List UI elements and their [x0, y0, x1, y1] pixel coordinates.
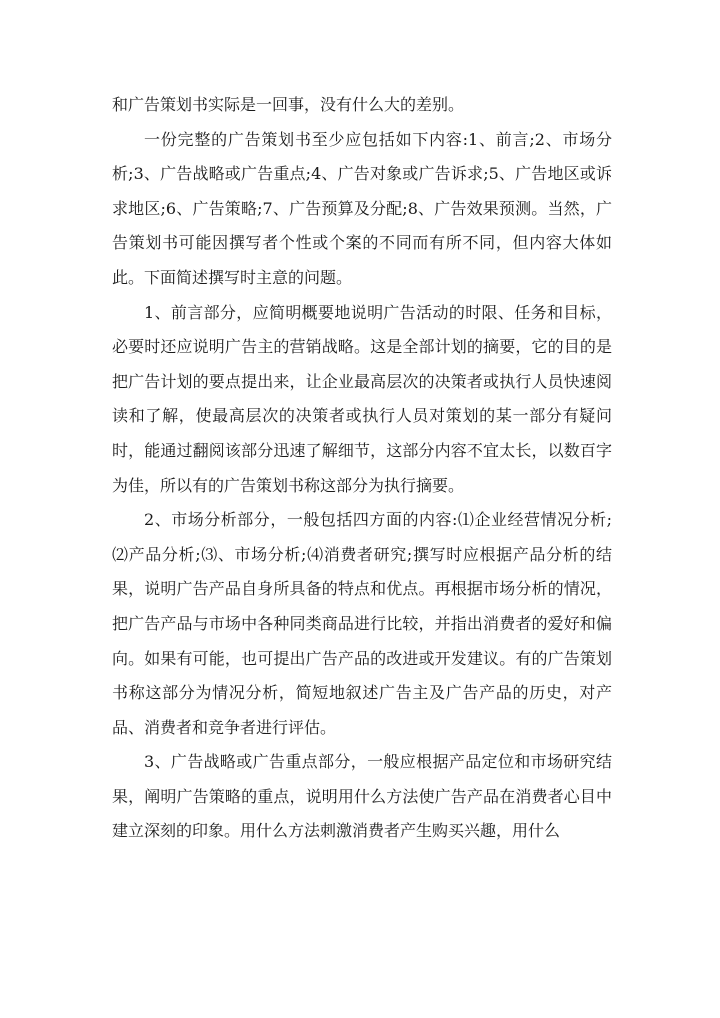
paragraph-preface-section: 1、前言部分，应简明概要地说明广告活动的时限、任务和目标，必要时还应说明广告主的营销战略。这是全部计划的摘要，它的目的是把广告计划的要点提出来，让企业最高层次的决策者或执行人员快速阅读和了解，使最高层次的决策者或执行人员对策划的某一部分有疑问时，能通过翻阅该部分迅速了解细节，这部分内容不宜太长，以数百字为佳，所以有的广告策划书称这部分为执行摘要。	[112, 302, 612, 495]
paragraph-market-analysis-section: 2、市场分析部分，一般包括四方面的内容:⑴企业经营情况分析;⑵产品分析;⑶、市场分析;⑷消费者研究;撰写时应根据产品分析的结果，说明广告产品自身所具备的特点和优点。再根据市场分析的情况，把广告产品与市场中各种同类商品进行比较，并指出消费者的爱好和偏向。如果有可能，也可提出广告产品的改进或开发建议。有的广告策划书称这部分为情况分析，简短地叙述广告主及广告产品的历史，对产品、消费者和竞争者进行评估。	[112, 510, 612, 737]
paragraph-strategy-section: 3、广告战略或广告重点部分，一般应根据产品定位和市场研究结果，阐明广告策略的重点，说明用什么方法使广告产品在消费者心目中建立深刻的印象。用什么方法刺激消费者产生购买兴趣，用什么	[112, 752, 612, 841]
paragraph-contents-overview: 一份完整的广告策划书至少应包括如下内容:1、前言;2、市场分析;3、广告战略或广告重点;4、广告对象或广告诉求;5、广告地区或诉求地区;6、广告策略;7、广告预算及分配;8、广告效果预测。当然，广告策划书可能因撰写者个性或个案的不同而有所不同，但内容大体如此。下面简述撰写时主意的问题。	[112, 129, 612, 287]
paragraph-continuation: 和广告策划书实际是一回事，没有什么大的差别。	[112, 95, 465, 114]
document-page	[112, 88, 612, 849]
